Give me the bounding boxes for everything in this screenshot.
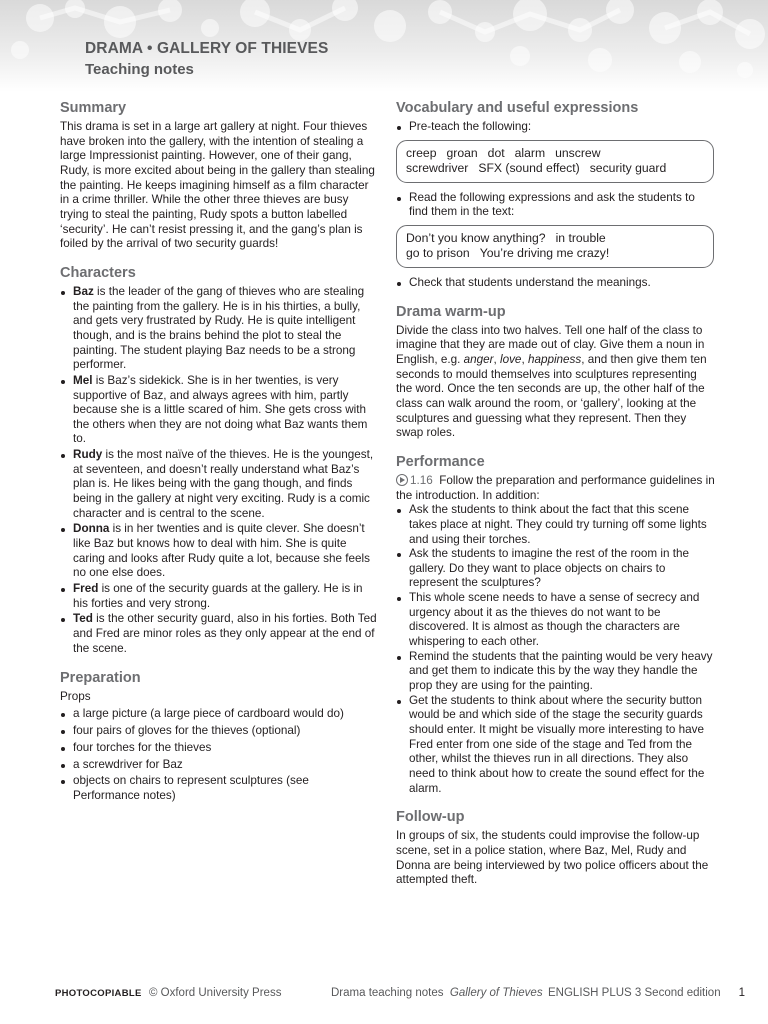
vocabulary-intro: Pre-teach the following: [396,120,716,135]
expressions-row [406,246,704,262]
expression: Don’t you know anything? [406,230,546,245]
followup-heading: Follow-up [396,809,465,826]
warmup-heading: Drama warm-up [396,303,506,320]
expressions-row [406,231,704,247]
prop-item: four torches for the thieves [60,741,378,756]
performance-intro: 1.16 Follow the preparation and performance guidelines in the introduction. In addition: [396,473,715,502]
check-instruction: Check that students understand the meanings. [396,276,716,291]
character-item: Fred is one of the security guards at the gallery. He is in his forties and very strong. [60,582,378,611]
right-column [396,99,716,888]
expression: in trouble [555,230,606,245]
character-item: Mel is Baz’s sidekick. She is in her twenties, is very supportive of Baz, and always agrees with him, partly because she is a little scared of him. She gets cross with the others when they are not doing what Baz wants them to. [60,374,378,447]
vocabulary-heading: Vocabulary and useful expressions [396,100,639,116]
expression: go to prison [406,246,470,261]
characters-heading: Characters [60,264,136,281]
preparation-heading: Preparation [60,670,141,687]
followup-text: In groups of six, the students could improvise the follow-up scene, set in a police station, where Baz, Mel, Rudy and Donna are being interviewed by two police officers about the attempted theft. [396,829,709,887]
performance-item: Ask the students to think about the fact that this scene takes place at night. They could try turning off some lights and using their torches. [396,503,716,547]
page-footer [55,987,745,1003]
prop-item: a screwdriver for Baz [60,758,378,773]
characters-list [60,285,378,656]
prop-item: four pairs of gloves for the thieves (optional) [60,724,378,739]
summary-text: This drama is set in a large art gallery at night. Four thieves have broken into the gallery, with the intention of stealing a large Impressionist painting. However, one of their gang, Rudy, is more excited about being in the gallery than stealing the painting. He keeps imagining himself as a film character in a crime thriller. While the other three thieves are busy trying to steal the painting, Rudy spots a button labelled ‘security’. He can’t resist pressing it, and the gang’s plan is foiled by the arrival of two security guards! [60,120,375,251]
vocab-word: creep [406,145,437,160]
props-list [60,707,378,804]
performance-item: This whole scene needs to have a sense of secrecy and urgency about it as the thieves do not want to be discovered. It is almost as though the characters are whispering to each other. [396,591,716,650]
audio-track-number: 1.16 [410,473,433,487]
summary-heading: Summary [60,100,127,116]
expressions-box [396,225,714,268]
performance-heading: Performance [396,453,485,470]
audio-cd-icon [396,474,408,486]
performance-list [396,503,716,796]
character-item: Baz is the leader of the gang of thieves who are stealing the painting from the gallery. He is in his thirties, a bully, and gets very frustrated by Rudy. He is quite intelligent though, and is the brains behind the plot to steal the painting. The student playing Baz needs to be a strong performer. [60,285,378,373]
performance-item: Remind the students that the painting would be very heavy and get them to indicate this by the way they handle the prop they are using for the painting. [396,650,716,694]
book-title: ENGLISH PLUS 3 Second edition [548,987,721,999]
vocab-word: groan [446,145,478,160]
left-column [60,99,378,806]
read-instruction: Read the following expressions and ask the students to find them in the text: [396,191,716,220]
expression: You’re driving me crazy! [479,246,610,261]
vocabulary-row [406,146,704,162]
vocabulary-row [406,161,704,177]
prop-item: objects on chairs to represent sculptures (see Performance notes) [60,774,378,803]
page-title: DRAMA • GALLERY OF THIEVES [85,40,329,57]
vocab-word: screwdriver [406,161,469,176]
vocab-word: alarm [514,145,546,160]
page-subtitle: Teaching notes [85,61,194,78]
publisher-credit: © Oxford University Press [149,987,282,999]
character-item: Rudy is the most naïve of the thieves. He is the youngest, at seventeen, and doesn’t really understand what Baz’s plan is. He likes being with the gang though, and finds being in the gallery at night very exciting. Rudy is a comic character and is central to the scene. [60,448,378,521]
vocabulary-box [396,140,714,183]
performance-item: Ask the students to imagine the rest of the room in the gallery. Do they want to place objects on chairs to represent the sculptures? [396,547,716,591]
vocab-word: unscrew [555,145,601,160]
vocab-word: SFX (sound effect) [478,161,580,176]
photocopiable-label: PHOTOCOPIABLE [55,988,142,999]
header-band [0,0,768,92]
performance-item: Get the students to think about where the security button would be and which side of the stage the security guards should enter. It might be visually more interesting to have Fred enter from one side of the stage and Ted from the other, whilst the thieves run in all directions. They also need to think about how to create the sound effect for the alarm. [396,694,716,797]
character-item: Donna is in her twenties and is quite clever. She doesn’t like Baz but knows how to deal with him. She is quite caring and looks after Rudy quite a lot, because she feels no one else does. [60,522,378,581]
series-label: Drama teaching notes Gallery of Thieves [331,987,543,999]
prop-item: a large picture (a large piece of cardboard would do) [60,707,378,722]
character-item: Ted is the other security guard, also in his forties. Both Ted and Fred are minor roles as they only appear at the end of the scene. [60,612,378,656]
vocab-word: security guard [589,161,667,176]
warmup-text: Divide the class into two halves. Tell one half of the class to imagine that they are made out of clay. Give them a noun in English, e.g. anger, love, happiness, and then give them ten seconds to mould themselves into sculptures representing the word. Once the ten seconds are up, the other half of the class can walk around the room, or ‘gallery’, looking at the sculptures and guessing what they represent. Then they swap roles. [396,323,707,440]
props-label: Props [60,690,91,704]
vocab-word: dot [487,145,505,160]
page-number: 1 [738,987,745,999]
